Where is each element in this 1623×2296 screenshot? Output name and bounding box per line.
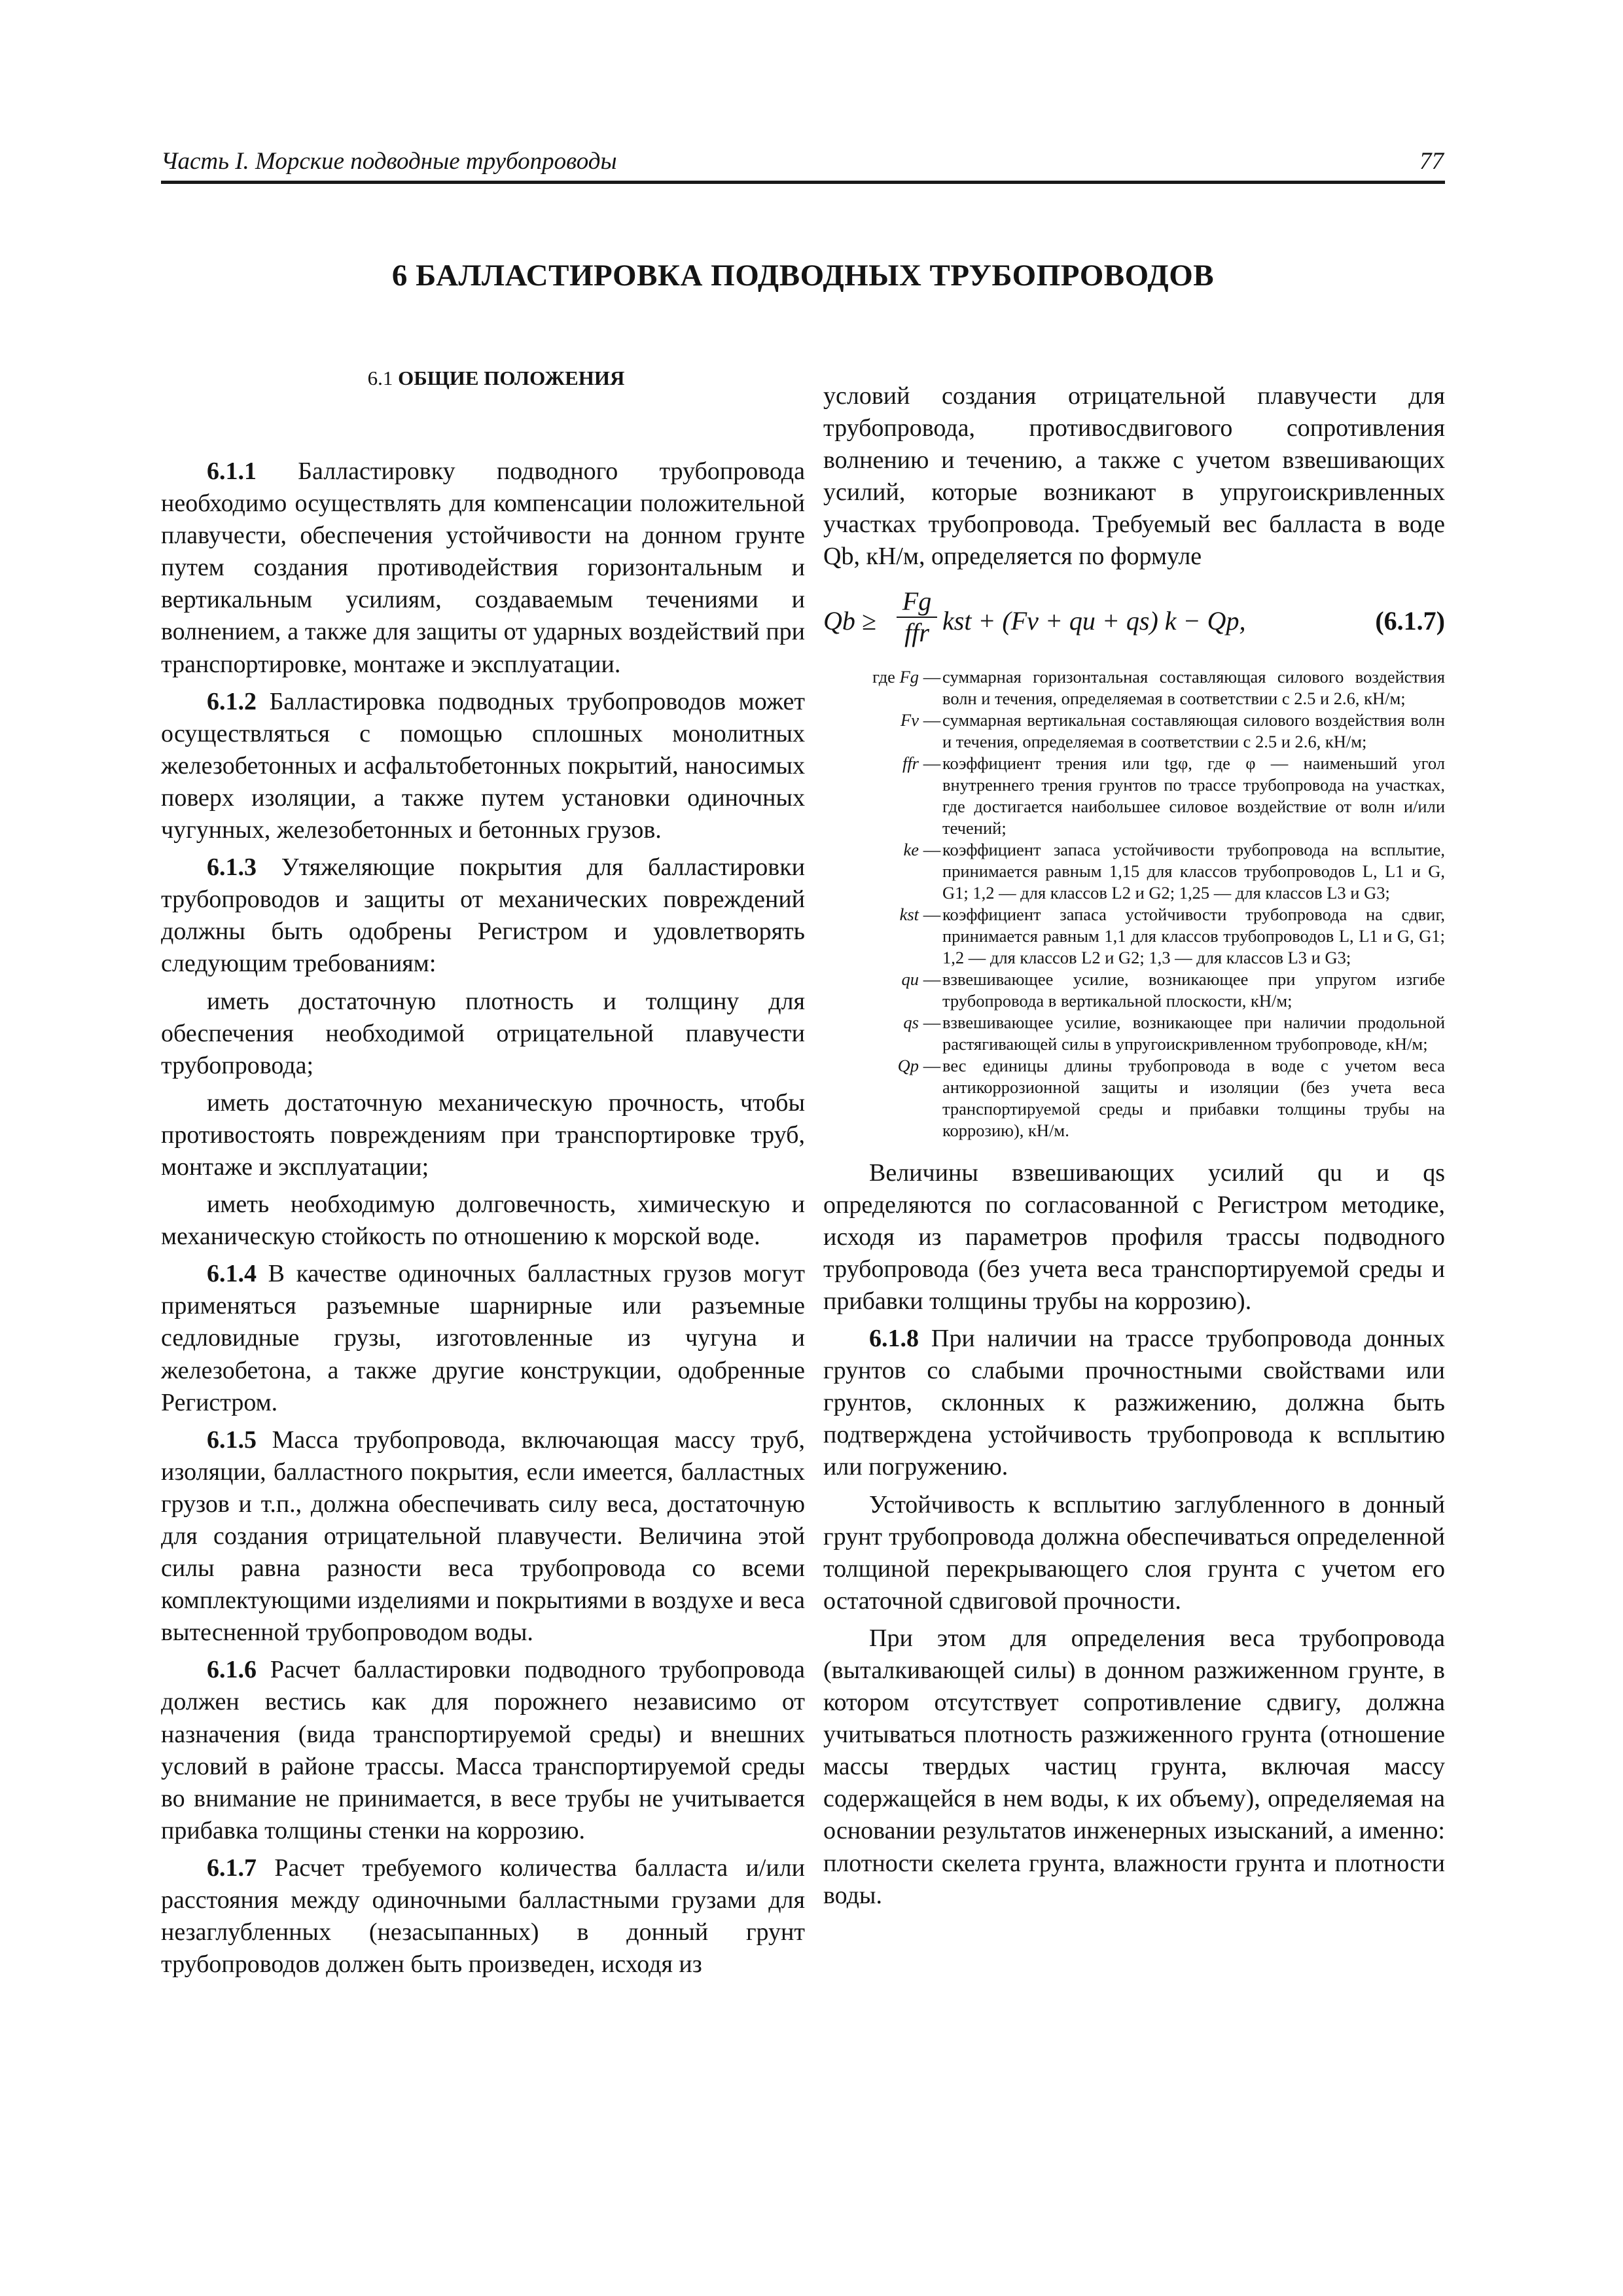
- paragraph-6-1-4: [161, 1258, 805, 1418]
- clause-number: 6.1.7: [207, 1854, 257, 1882]
- legend-dash: —: [923, 666, 941, 687]
- legend-text: взвешивающее усилие, возникающее при упругом изгибе трубопровода в вертикальной плоскости, кН/м;: [942, 969, 1445, 1011]
- legend-where-word: где: [872, 666, 895, 687]
- clause-number: 6.1.3: [207, 853, 257, 882]
- clause-text: Расчет балластировки подводного трубопровода должен вестись как для порожнего независимо от назначения (вида транспортируемой среды) и внешних условий в районе трассы. Масса транспортируемой среды во внимание не принимается, в весе трубы не учитывается прибавка толщины стенки на коррозию.: [161, 1656, 805, 1844]
- formula-legend: [823, 666, 1445, 1141]
- requirement-1: иметь достаточную плотность и толщину для обеспечения необходимой отрицательной плавучести трубопровода;: [161, 987, 805, 1079]
- symbol-qp: Qp: [897, 1055, 919, 1075]
- legend-dash: —: [923, 1055, 941, 1075]
- symbol-qs: qs: [903, 1012, 919, 1032]
- clause-number: 6.1.8: [869, 1325, 919, 1353]
- paragraph-6-1-3: [161, 852, 805, 980]
- paragraph-stability: Устойчивость к всплытию заглубленного в донный грунт трубопровода должна обеспечиваться определенной толщиной перекрывающего слоя грунта с учетом его остаточной сдвиговой прочности.: [823, 1490, 1445, 1615]
- clause-number: 6.1.6: [207, 1656, 257, 1684]
- legend-symbol: [823, 904, 921, 969]
- legend-dash: —: [923, 753, 941, 773]
- legend-dash: —: [923, 904, 941, 924]
- left-column: [161, 367, 805, 1986]
- symbol-ffr: ffr: [902, 753, 919, 773]
- legend-item: [823, 709, 1445, 753]
- legend-text: вес единицы длины трубопровода в воде с учетом веса антикоррозионной защиты и изоляции (без учета веса транспортируемой среды и прибавки толщины трубы на коррозию), кН/м.: [942, 1055, 1445, 1140]
- paragraph-6-1-7: [161, 1852, 805, 1981]
- clause-text: Расчет требуемого количества балласта и/или расстояния между одиночными балластными грузами для незаглубленных (незасыпанных) в донный грунт трубопроводов должен быть произведен, исходя из: [161, 1854, 806, 1979]
- formula-rhs: kst + (Fv + qu + qs) k − Qp,: [942, 605, 1246, 636]
- legend-dash: —: [923, 709, 941, 730]
- formula-fraction: [897, 586, 937, 648]
- legend-text: взвешивающее усилие, возникающее при наличии продольной растягивающей силы в упругоискривленном трубопроводе, кН/м;: [942, 1012, 1445, 1054]
- clause-number: 6.1.4: [207, 1260, 257, 1288]
- legend-dash: —: [923, 969, 941, 989]
- chapter-title: 6 БАЛЛАСТИРОВКА ПОДВОДНЫХ ТРУБОПРОВОДОВ: [391, 259, 1215, 293]
- paragraph-6-1-7-continued: условий создания отрицательной плавучести для трубопровода, противосдвигового сопротивления волнению и течению, а также с учетом взвешивающих усилий, которые возникают в упругоискривленных участках трубопровода. Требуемый вес балласта в воде Qb, кН/м, определяется по формуле: [823, 382, 1445, 571]
- symbol-qu: qu: [901, 969, 919, 989]
- section-title: ОБЩИЕ ПОЛОЖЕНИЯ: [398, 367, 625, 389]
- clause-number: 6.1.5: [207, 1426, 257, 1454]
- legend-symbol: [823, 753, 921, 839]
- clause-text: В качестве одиночных балластных грузов могут применяться разъемные шарнирные или разъемные седловидные грузы, изготовленные из чугуна и железобетона, а также другие конструкции, одобренные Регистром.: [161, 1260, 806, 1416]
- clause-text: Балластировку подводного трубопровода необходимо осуществлять для компенсации положительной плавучести, обеспечения устойчивости на донном грунте путем создания противодействия горизонтальным и вертикальным усилиям, создаваемым течениями и волнением, а также для защиты от ударных воздействий при транспортировке, монтаже и эксплуатации.: [161, 457, 805, 678]
- legend-text: коэффициент трения или tgφ, где φ — наименьший угол внутреннего трения грунтов по трассе трубопровода на участках, где достигается наибольшее силовое воздействие от волн и/или течений;: [942, 753, 1445, 838]
- legend-symbol: [823, 839, 921, 904]
- legend-symbol: [823, 709, 921, 753]
- paragraph-6-1-1: [161, 456, 805, 681]
- formula-denominator: ffr: [904, 617, 929, 647]
- formula-lhs: Qb ≥: [823, 605, 876, 636]
- formula-6-1-7: [823, 586, 1445, 652]
- paragraph-6-1-8: [823, 1323, 1445, 1483]
- legend-item: [823, 839, 1445, 904]
- symbol-fg: Fg: [899, 666, 919, 687]
- symbol-kst: kst: [899, 904, 919, 924]
- formula-number: (6.1.7): [1375, 605, 1445, 636]
- section-number: 6.1: [367, 367, 393, 389]
- legend-symbol: [823, 969, 921, 1012]
- symbol-fv: Fv: [901, 709, 919, 730]
- legend-item: [823, 666, 1445, 709]
- legend-item: [823, 969, 1445, 1012]
- legend-dash: —: [923, 839, 941, 859]
- clause-text: При наличии на трассе трубопровода донных грунтов со слабыми прочностными свойствами или грунтов, склонных к разжижению, должна быть подтверждена устойчивость трубопровода к всплытию или погружению.: [823, 1325, 1445, 1481]
- legend-item: [823, 904, 1445, 969]
- requirement-2: иметь достаточную механическую прочность, чтобы противостоять повреждениям при транспортировке труб, монтаже и эксплуатации;: [161, 1088, 805, 1181]
- legend-text: суммарная горизонтальная составляющая силового воздействия волн и течения, определяемая в соответствии с 2.5 и 2.6, кН/м;: [942, 666, 1445, 708]
- section-heading: [161, 367, 805, 390]
- right-column: [823, 380, 1445, 1917]
- clause-text: Балластировка подводных трубопроводов может осуществляться с помощью сплошных монолитных железобетонных и асфальтобетонных покрытий, наносимых поверх изоляции, а также путем установки одиночных чугунных, железобетонных и бетонных грузов.: [161, 687, 805, 844]
- page-number: 77: [1419, 148, 1444, 175]
- clause-text: Масса трубопровода, включающая массу труб, изоляции, балластного покрытия, если имеется, балластных грузов и т.п., должна обеспечивать силу веса, достаточную для создания отрицательной плавучести. Величина этой силы равна разности веса трубопровода со всеми комплектующими изделиями и покрытиями в воздухе и веса вытесненной трубопроводом воды.: [161, 1426, 806, 1647]
- legend-item: [823, 753, 1445, 839]
- legend-symbol: [823, 1055, 921, 1141]
- legend-text: коэффициент запаса устойчивости трубопровода на сдвиг, принимается равным 1,1 для классов трубопроводов L, L1 и G, G1; 1,2 — для классов L2 и G2; 1,3 — для классов L3 и G3;: [942, 904, 1445, 967]
- requirement-3: иметь необходимую долговечность, химическую и механическую стойкость по отношению к морской воде.: [161, 1191, 805, 1251]
- legend-symbol: [823, 666, 921, 709]
- clause-text: Утяжеляющие покрытия для балластировки трубопроводов и защиты от механических повреждений должны быть одобрены Регистром и удовлетворять следующим требованиям:: [161, 853, 805, 978]
- running-title: Часть I. Морские подводные трубопроводы: [161, 148, 617, 175]
- paragraph-weight: При этом для определения веса трубопровода (выталкивающей силы) в донном разжиженном грунте, в котором отсутствует сопротивление сдвигу, должна учитываться плотность разжиженного грунта (отношение массы твердых частиц грунта, включая массу содержащейся в нем воды, к их объему), определяемая на основании результатов инженерных изысканий, а именно: плотности скелета грунта, влажности грунта и плотности воды.: [823, 1624, 1445, 1909]
- legend-text: коэффициент запаса устойчивости трубопровода на всплытие, принимается равным 1,15 для классов трубопроводов L, L1 и G, G1; 1,2 — для классов L2 и G2; 1,25 — для классов L3 и G3;: [942, 839, 1445, 903]
- symbol-ke: ke: [903, 839, 919, 859]
- page-header: [161, 145, 1445, 184]
- clause-number: 6.1.2: [207, 687, 257, 715]
- paragraph-6-1-6: [161, 1654, 805, 1847]
- legend-text: суммарная вертикальная составляющая силового воздействия волн и течения, определяемая в соответствии с 2.5 и 2.6, кН/м;: [942, 709, 1445, 751]
- paragraph-6-1-5: [161, 1424, 805, 1649]
- clause-number: 6.1.1: [207, 457, 257, 485]
- paragraph-6-1-2: [161, 686, 805, 846]
- legend-item: [823, 1055, 1445, 1141]
- legend-dash: —: [923, 1012, 941, 1032]
- legend-item: [823, 1012, 1445, 1055]
- formula-numerator: Fg: [897, 586, 937, 618]
- paragraph-loads: Величины взвешивающих усилий qu и qs определяются по согласованной с Регистром методике, исходя из параметров профиля трассы подводного трубопровода (без учета веса транспортируемой среды и прибавки толщины трубы на коррозию).: [823, 1158, 1445, 1315]
- legend-symbol: [823, 1012, 921, 1055]
